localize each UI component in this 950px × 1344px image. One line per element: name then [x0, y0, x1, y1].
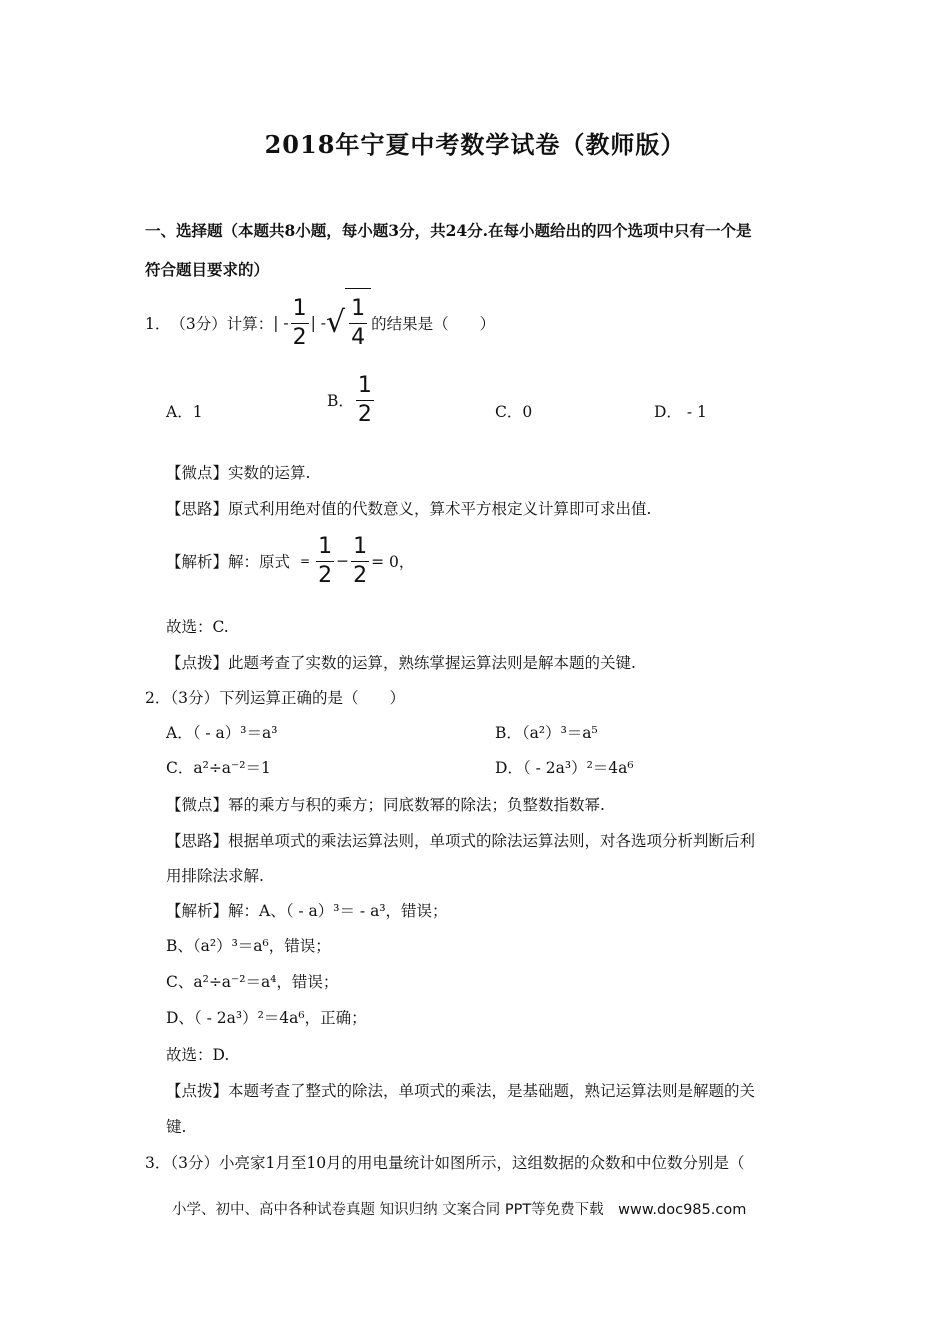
option-b [327, 372, 376, 428]
fraction-denominator: 2 [318, 562, 333, 588]
option-b-fraction [356, 372, 374, 427]
fraction-quarter [349, 298, 367, 349]
q2-option-b: B．（a²）³＝a⁵ [495, 724, 598, 742]
fraction-denominator: 2 [353, 562, 368, 588]
q1-silu: 【思路】原式利用绝对值的代数意义，算术平方根定义计算即可求出值. [166, 500, 652, 518]
page-title: 2018年宁夏中考数学试卷（教师版） [264, 130, 686, 159]
q2-jiexi-b: B、（a²）³＝a⁶，错误； [166, 937, 331, 955]
q2-silu-line1: 【思路】根据单项式的乘法运算法则，单项式的除法运算法则，对各选项分析判断后利 [166, 832, 756, 850]
option-label: B． [327, 392, 354, 410]
question-points: （3分）计算： [170, 315, 274, 333]
jiexi-prefix: 【解析】解：原式 [166, 553, 291, 571]
fraction-numerator: 1 [316, 536, 334, 562]
equals-sign: = [300, 554, 311, 568]
abs-close: | - [310, 314, 327, 332]
q2-option-d: D．（ - 2a³）²＝4a⁶ [495, 759, 634, 777]
q2-dianbo-line2: 键. [166, 1118, 187, 1136]
q2-answer: 故选：D. [166, 1046, 230, 1064]
page-footer: 小学、初中、高中各种试卷真题 知识归纳 文案合同 PPT等免费下载 www.doc985.com [172, 1202, 747, 1218]
option-c [495, 400, 532, 422]
option-label: C． [495, 403, 523, 421]
q2-dianbo-line1: 【点拨】本题考查了整式的除法，单项式的乘法，是基础题，熟记运算法则是解题的关 [166, 1082, 756, 1100]
q1-weidian: 【微点】实数的运算. [166, 464, 311, 482]
option-value: 1 [192, 403, 203, 421]
option-label: D． [654, 403, 682, 421]
fraction-half [291, 295, 309, 350]
section-heading-line2: 符合题目要求的） [145, 260, 270, 279]
fraction-half [316, 533, 334, 588]
q2-option-a: A．（ - a）³＝a³ [166, 724, 278, 742]
section-heading-line1: 一、选择题（本题共8小题，每小题3分，共24分.在每小题给出的四个选项中只有一个是 [145, 221, 752, 240]
fraction-numerator: 1 [349, 298, 367, 324]
fraction-numerator: 1 [351, 536, 369, 562]
option-label: A． [166, 403, 193, 421]
fraction-half [351, 533, 369, 588]
q2-jiexi-a: 【解析】解：A、（ - a）³＝ - a³，错误； [166, 902, 448, 920]
option-value: - 1 [681, 403, 707, 421]
q2-jiexi-c: C、a²÷a⁻²＝a⁴，错误； [166, 973, 339, 991]
minus-sign: − [336, 552, 350, 570]
fraction-denominator: 4 [351, 325, 366, 350]
question-tail: 的结果是（ ） [371, 315, 496, 333]
fraction-numerator: 1 [356, 375, 374, 401]
sqrt-expression [326, 288, 371, 358]
fraction-denominator: 2 [292, 324, 307, 350]
fraction-numerator: 1 [291, 298, 309, 324]
question-3-stem: 3．（3分）小亮家1月至10月的用电量统计如图所示，这组数据的众数和中位数分别是（ [145, 1154, 745, 1172]
option-d [654, 400, 707, 422]
q1-dianbo: 【点拨】此题考查了实数的运算，熟练掌握运算法则是解本题的关键. [166, 654, 636, 672]
fraction-denominator: 2 [357, 401, 372, 427]
q2-option-c: C．a²÷a⁻²＝1 [166, 759, 271, 777]
q1-answer: 故选：C. [166, 618, 229, 636]
option-a [166, 400, 203, 422]
question-number: 2． [145, 689, 171, 707]
question-number: 1． [145, 315, 171, 333]
q2-silu-line2: 用排除法求解. [166, 867, 264, 885]
q1-jiexi [166, 531, 414, 591]
question-1-stem [145, 288, 495, 358]
question-2-stem [145, 686, 405, 708]
q2-weidian: 【微点】幂的乘方与积的乘方；同底数幂的除法；负整数指数幂. [166, 796, 605, 814]
q2-jiexi-d: D、（ - 2a³）²＝4a⁶，正确； [166, 1009, 367, 1027]
question-text: （3分）下列运算正确的是（ ） [170, 689, 405, 707]
radical-icon: √ [326, 305, 346, 340]
jiexi-result: = 0， [371, 553, 415, 571]
option-value: 0 [522, 403, 533, 421]
abs-open: | - [273, 314, 289, 332]
